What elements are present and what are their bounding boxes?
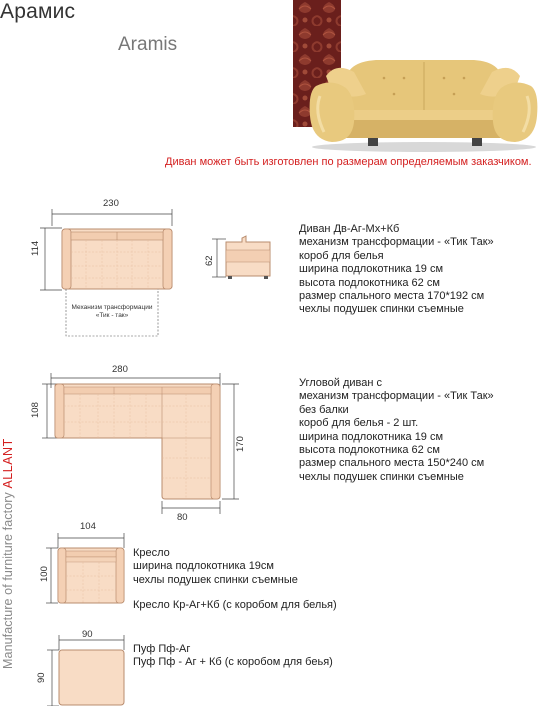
- sofa-model: Диван Дв-Аг-Мх+Кб: [299, 223, 400, 235]
- sofa-depth-label: 114: [30, 240, 41, 256]
- sofa-height-label: 62: [204, 255, 215, 266]
- spec-line: ширина подлокотника 19 см: [299, 263, 444, 276]
- armchair-specs: [133, 547, 298, 587]
- spec-line: высота подлокотника 62 см: [299, 443, 440, 456]
- spec-line: короб для белья - 2 шт.: [299, 417, 419, 430]
- mechanism-line-1: Механизм трансформации: [71, 304, 153, 311]
- spec-line: размер спального места 170*192 см: [299, 289, 485, 302]
- spec-line: механизм трансформации - «Тик Так»: [299, 236, 494, 249]
- product-title-en: Aramis: [118, 34, 178, 55]
- spec-line: чехлы подушек спинки съемные: [299, 470, 464, 483]
- corner-length-label: 170: [235, 436, 246, 452]
- spec-line: механизм трансформации - «Тик Так»: [299, 390, 494, 403]
- spec-line: без балки: [299, 403, 349, 416]
- armchair-model: Кресло: [133, 547, 170, 559]
- sofa-width-label: 230: [103, 198, 119, 209]
- pouf-model: Пуф Пф-Аг: [133, 643, 191, 655]
- corner-sofa-plan-drawing: [28, 362, 253, 520]
- spec-line: чехлы подушек спинки съемные: [299, 303, 464, 316]
- corner-sofa-model: Угловой диван с: [299, 377, 382, 389]
- corner-width-label: 280: [112, 364, 128, 375]
- spec-line: короб для белья: [299, 249, 384, 262]
- spec-line: высота подлокотника 62 см: [299, 276, 440, 289]
- armchair-depth-label: 100: [39, 566, 50, 582]
- corner-module-label: 80: [177, 512, 188, 523]
- sofa-mechanism-label: [60, 304, 164, 320]
- mechanism-line-2: «Тик - так»: [95, 312, 129, 319]
- pouf-specs: [133, 643, 333, 670]
- pouf-width-label: 90: [82, 629, 93, 640]
- sofa-photo: [306, 52, 541, 154]
- sofa-side-view: [206, 232, 276, 282]
- spec-line: Пуф Пф - Аг + Кб (с коробом для беья): [133, 656, 333, 669]
- spec-line: ширина подлокотника 19 см: [299, 430, 444, 443]
- spec-line: ширина подлокотника 19см: [133, 560, 274, 573]
- armchair-variant: Кресло Кр-Аг+Кб (с коробом для белья): [133, 599, 337, 611]
- brand-name: ALLANT: [1, 438, 15, 489]
- spec-line: чехлы подушек спинки съемные: [133, 573, 298, 586]
- corner-depth-label: 108: [30, 402, 41, 418]
- armchair-plan-drawing: [38, 530, 130, 606]
- brand-text: Manufacture of furniture factory: [1, 488, 15, 669]
- spec-line: размер спального места 150*240 см: [299, 457, 485, 470]
- product-title-ru: Арамис: [0, 0, 76, 23]
- armchair-width-label: 104: [80, 521, 96, 532]
- sofa-specs: [299, 223, 494, 317]
- pouf-depth-label: 90: [36, 672, 47, 683]
- sofa-plan-drawing: [28, 196, 188, 344]
- corner-sofa-specs: [299, 377, 494, 484]
- brand-vertical-text: [1, 438, 19, 669]
- custom-size-note: Диван может быть изготовлен по размерам определяемым заказчиком.: [165, 156, 532, 168]
